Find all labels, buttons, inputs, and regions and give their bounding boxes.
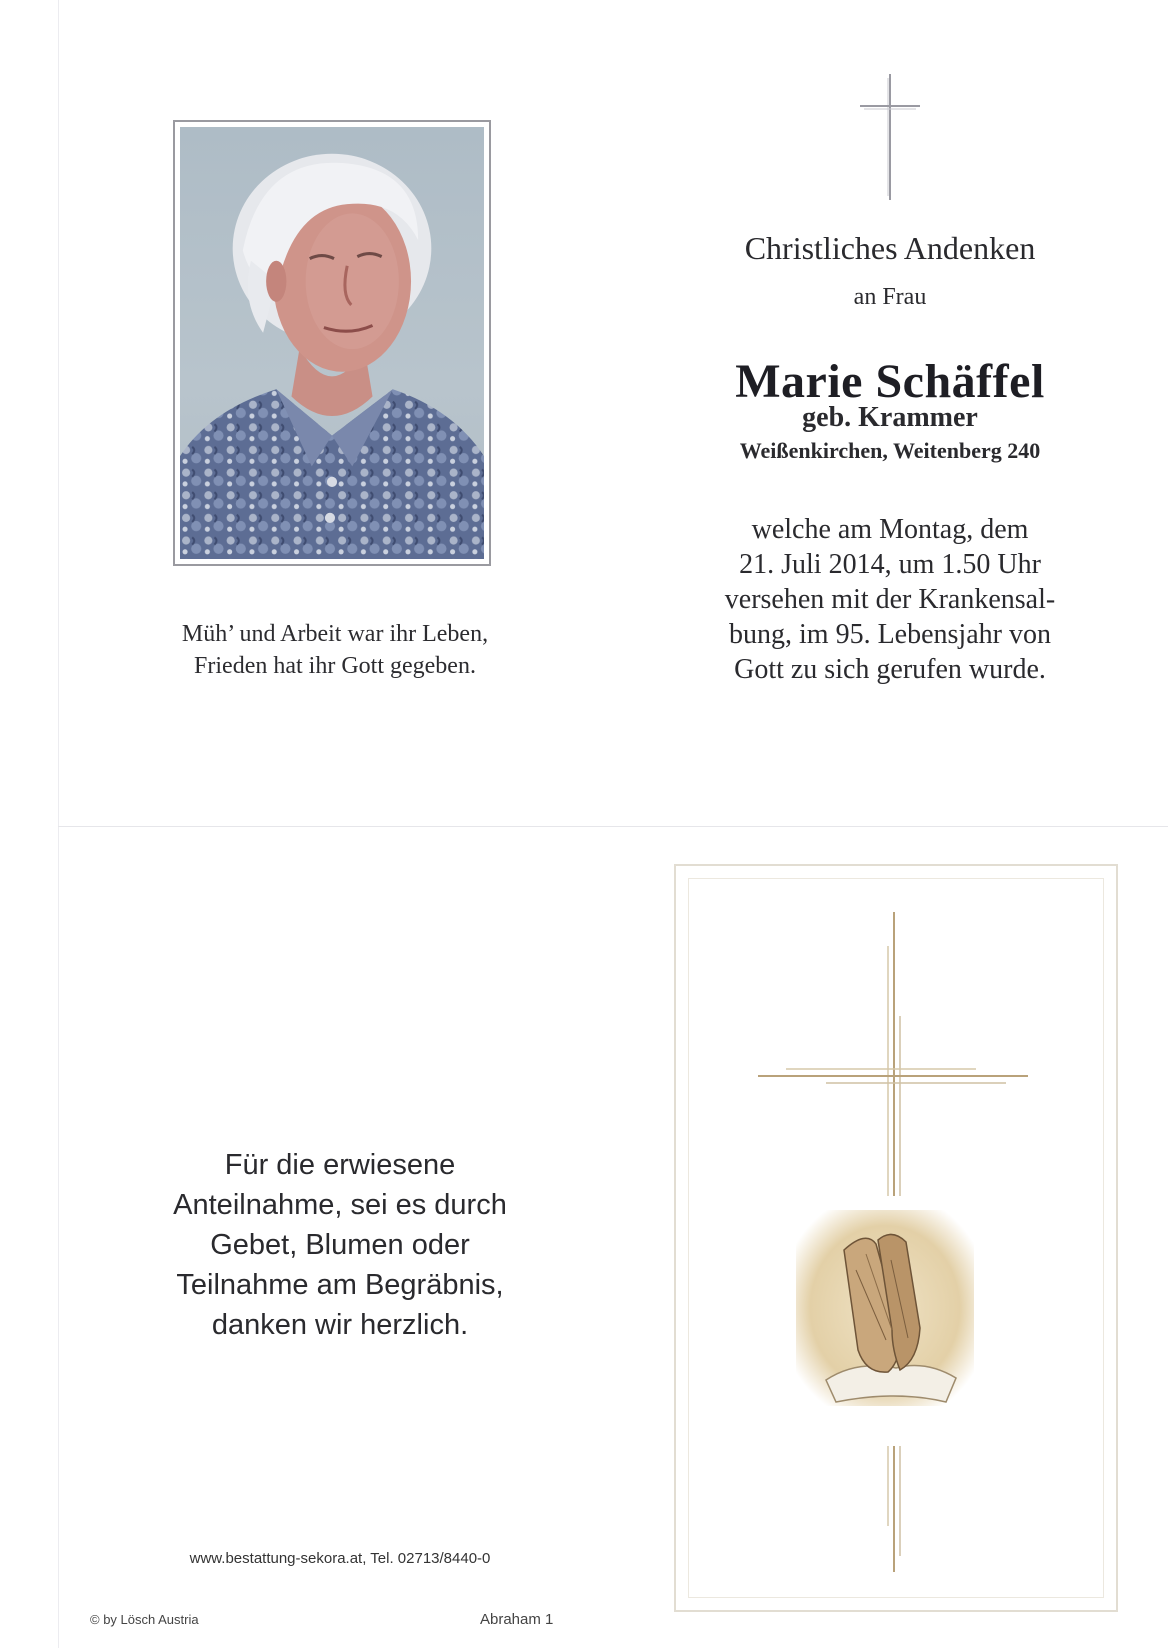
motto-line-2: Frieden hat ihr Gott gegeben. xyxy=(194,653,476,679)
thanks-line: danken wir herzlich. xyxy=(211,1309,469,1341)
funeral-home-contact: www.bestattung-sekora.at, Tel. 02713/8440-0 xyxy=(189,1550,491,1567)
portrait-photo xyxy=(180,127,484,559)
thanks-line: Für die erwiesene xyxy=(224,1149,456,1181)
portrait-frame xyxy=(173,120,491,566)
announcement-line: welche am Montag, dem xyxy=(751,514,1029,545)
birth-name: geb. Krammer xyxy=(802,402,978,433)
fold-line-horizontal xyxy=(58,826,1168,827)
praying-hands-image xyxy=(796,1210,974,1406)
portrait-illustration xyxy=(180,127,484,559)
thanks-line: Gebet, Blumen oder xyxy=(210,1229,470,1261)
motto-verse xyxy=(120,618,550,682)
death-announcement xyxy=(660,512,1120,687)
devotional-card-frame xyxy=(674,864,1118,1612)
fold-line-vertical xyxy=(58,0,59,1648)
address: Weißenkirchen, Weitenberg 240 xyxy=(739,438,1041,463)
card-title: Christliches Andenken xyxy=(744,230,1036,266)
cross-icon xyxy=(858,74,922,202)
thanks-line: Anteilnahme, sei es durch xyxy=(173,1189,507,1221)
announcement-line: versehen mit der Krankensal- xyxy=(724,584,1056,615)
announcement-line: bung, im 95. Lebensjahr von xyxy=(729,619,1051,650)
card-model: Abraham 1 xyxy=(480,1611,554,1628)
salutation: an Frau xyxy=(853,284,927,310)
announcement-line: Gott zu sich gerufen wurde. xyxy=(734,654,1046,685)
thanks-line: Teilnahme am Begräbnis, xyxy=(176,1269,504,1301)
deceased-name: Marie Schäffel xyxy=(735,355,1045,408)
motto-line-1: Müh’ und Arbeit war ihr Leben, xyxy=(181,621,489,647)
thanks-message xyxy=(120,1145,560,1345)
copyright-note: © by Lösch Austria xyxy=(90,1612,199,1627)
announcement-line: 21. Juli 2014, um 1.50 Uhr xyxy=(739,549,1041,580)
